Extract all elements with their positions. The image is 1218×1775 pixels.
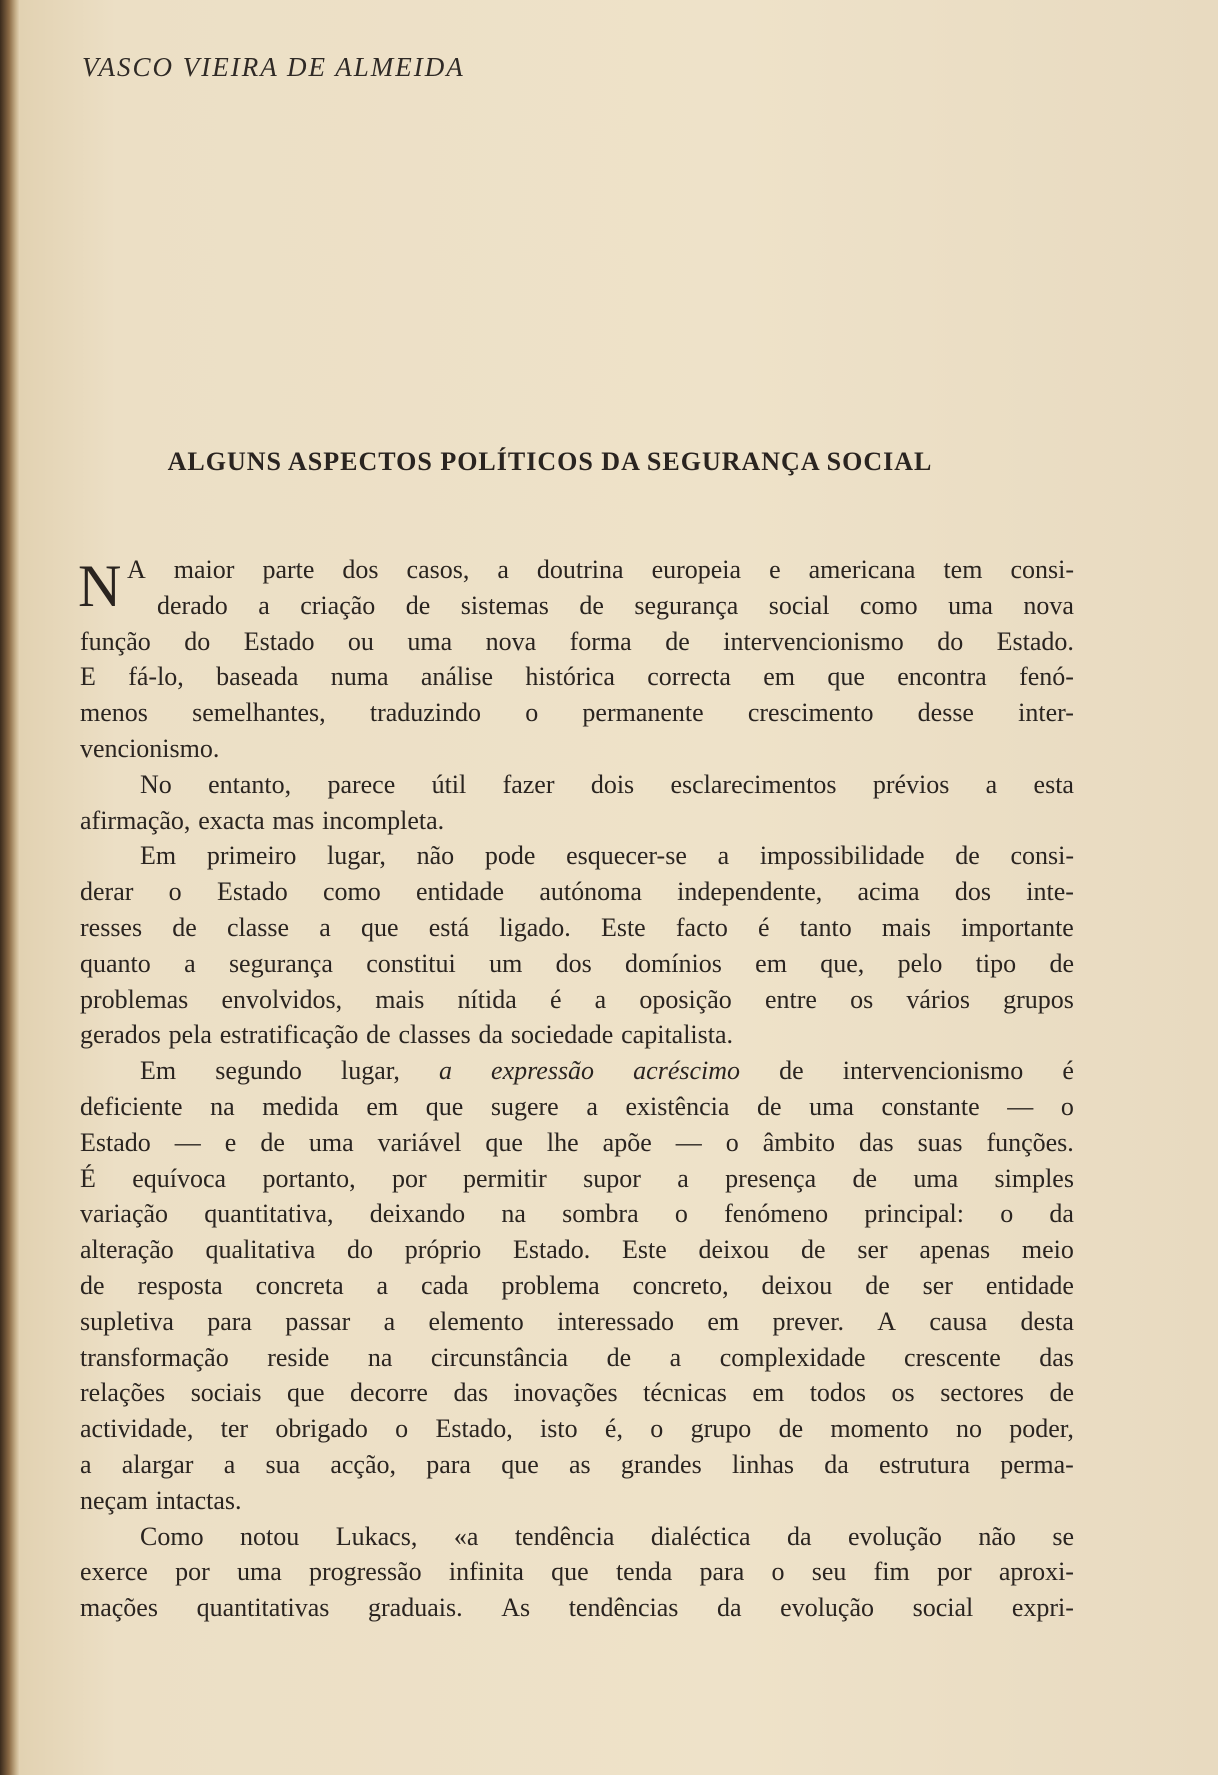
text-line: exerce por uma progressão infinita que tenda para o seu fim por aproxi- [80, 1557, 1074, 1587]
text-line: variação quantitativa, deixando na sombra o fenómeno principal: o da [80, 1199, 1074, 1229]
text-line: menos semelhantes, traduzindo o permanente crescimento desse inter- [80, 698, 1074, 728]
text-line: problemas envolvidos, mais nítida é a oposição entre os vários grupos [80, 984, 1074, 1014]
text-line: alteração qualitativa do próprio Estado. Este deixou de ser apenas meio [80, 1235, 1074, 1265]
text-line: Como notou Lukacs, «a tendência dialéctica da evolução não se [140, 1521, 1074, 1551]
text-line: Em segundo lugar, a expressão acréscimo de intervencionismo é [140, 1056, 1074, 1086]
text-line: relações sociais que decorre das inovações técnicas em todos os sectores de [80, 1378, 1074, 1408]
text-line: Em primeiro lugar, não pode esquecer-se a impossibilidade de consi- [140, 841, 1074, 871]
running-head-author: VASCO VIEIRA DE ALMEIDA [82, 52, 465, 82]
chapter-title: ALGUNS ASPECTOS POLÍTICOS DA SEGURANÇA SOCIAL [167, 447, 933, 476]
book-spine-shadow [0, 0, 20, 1775]
text-line: É equívoca portanto, por permitir supor a presença de uma simples [80, 1163, 1074, 1193]
body-text [80, 552, 1074, 1626]
text-line: actividade, ter obrigado o Estado, isto é, o grupo de momento no poder, [80, 1414, 1074, 1444]
text-line: transformação reside na circunstância de a complexidade crescente das [80, 1342, 1074, 1372]
text-line: mações quantitativas graduais. As tendências da evolução social expri- [80, 1593, 1074, 1623]
text-line: A maior parte dos casos, a doutrina europeia e americana tem consi- [127, 555, 1074, 584]
text-line: quanto a segurança constitui um dos domínios em que, pelo tipo de [80, 948, 1074, 978]
text-line: resses de classe a que está ligado. Este facto é tanto mais importante [80, 912, 1074, 942]
text-line: função do Estado ou uma nova forma de intervencionismo do Estado. [80, 626, 1074, 656]
text-line: derar o Estado como entidade autónoma independente, acima dos inte- [80, 877, 1074, 907]
drop-cap: N [78, 553, 122, 619]
text-line: No entanto, parece útil fazer dois esclarecimentos prévios a esta [140, 769, 1074, 799]
text-line: Estado — e de uma variável que lhe apõe — o âmbito das suas funções. [80, 1127, 1074, 1157]
text-line: de resposta concreta a cada problema concreto, deixou de ser entidade [80, 1270, 1074, 1300]
text-line: vencionismo. [80, 733, 220, 763]
text-line: derado a criação de sistemas de segurança social como uma nova [157, 590, 1074, 620]
text-line: a alargar a sua acção, para que as grandes linhas da estrutura perma- [80, 1449, 1074, 1479]
text-line: supletiva para passar a elemento interessado em prever. A causa desta [80, 1306, 1074, 1336]
text-line: deficiente na medida em que sugere a existência de uma constante — o [80, 1091, 1074, 1121]
text-line: E fá-lo, baseada numa análise histórica correcta em que encontra fenó- [80, 662, 1074, 692]
text-line: neçam intactas. [80, 1485, 242, 1515]
text-line: gerados pela estratificação de classes da sociedade capitalista. [80, 1020, 734, 1050]
text-line: afirmação, exacta mas incompleta. [80, 805, 445, 835]
